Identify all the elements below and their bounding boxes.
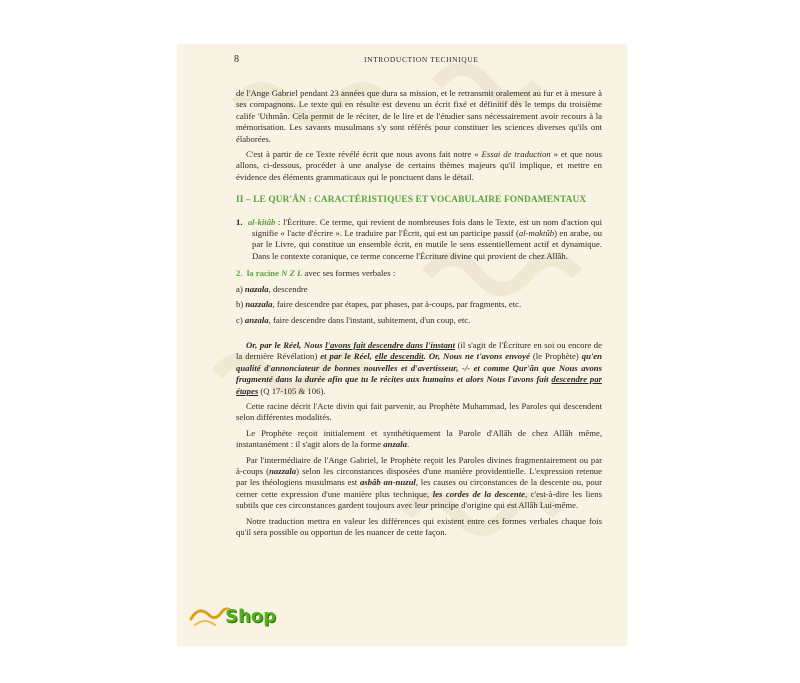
verbal-form-a: a) nazala, descendre	[236, 283, 308, 294]
section-heading: II – LE QUR'ÂN : CARACTÉRISTIQUES ET VOCABULAIRE FONDAMENTAUX	[236, 195, 587, 206]
verbal-form-c: c) anzala, faire descendre dans l'instant, subitement, d'un coup, etc.	[236, 314, 471, 325]
list-item-1: 1. al-kitâb : l'Écriture. Ce terme, qui revient de nombreuses fois dans le Texte, est un nom d'action qui signifie « l'acte d'écrire ». Le traduire par l'Écrit, qui est un participe passif (al-maktûb) en arabe, ou par le Livre, qui constitue un ensemble écrit, en mutile le sens essentiellement actif et dynamique. Dans le contexte coranique, ce terme concerne l'Écriture divine qui provient de chez Allâh.	[236, 216, 602, 261]
paragraph-3: Cette racine décrit l'Acte divin qui fait parvenir, au Prophète Muhammad, les Paroles qui descendent selon différentes modalités.	[236, 400, 602, 423]
shop-logo	[189, 603, 329, 633]
running-head-title: INTRODUCTION TECHNIQUE	[364, 55, 479, 64]
verbal-form-b: b) nazzala, faire descendre par étapes, par phases, par à-coups, par fragments, etc.	[236, 299, 522, 310]
paragraph-4: Le Prophète reçoit initialement et synthétiquement la Parole d'Allâh de chez Allâh même, instantanément : il s'agit alors de la forme anzala.	[236, 427, 602, 450]
page-body	[236, 88, 602, 542]
paragraph-5: Par l'intermédiaire de l'Ange Gabriel, le Prophète reçoit les Paroles divines fragmentairement ou par à-coups (nazzala) selon les circonstances disposées d'une manière providentielle. L'expression retenue par les théologiens musulmans est asbâb an-nuzul, les causes ou circonstances de la descente ou, pour cerner cette expression d'une manière plus technique, les cordes de la descente, c'est-à-dire les liens subtils que ces circonstances gardent toujours avec leur principe d'origine qui est Allâh Lui-même.	[236, 454, 603, 511]
quran-quote: Or, par le Réel, Nous l'avons fait descendre dans l'instant (il s'agit de l'Écriture en soi ou encore de la dernière Révélation) et par le Réel, elle descendit. Or, Nous ne t'avons envoyé (le Prophète) qu'en qualité d'annonciateur de bonnes nouvelles et d'avertisseur, -/- et comme Qur'ân que Nous avons fragmenté dans la durée afin que tu le récites aux humains et alors Nous l'avons fait descendre par étapes (Q 17-105 & 106).	[236, 339, 602, 396]
shop-logo-text: Shop	[225, 606, 277, 627]
book-page	[177, 44, 627, 646]
paragraph-6: Notre traduction mettra en valeur les différences qui existent entre ces formes verbales chaque fois qu'il sera possible ou opportun de les nuancer de cette façon.	[236, 515, 602, 537]
paragraph-1: de l'Ange Gabriel pendant 23 années que dura sa mission, et le retransmit oralement au fur et à mesure à ses compagnons. Le texte qui en résulte est devenu un écrit fixé et définitif dès le temps du troisième calife 'Uthmân. Cela permit de le réciter, de le lire et de l'étudier sans nécessairement avoir recours à la mémorisation. Les savants musulmans s'y sont référés pour constituer les sciences diverses qu'ils ont élaborées.	[236, 88, 602, 144]
paragraph-2: C'est à partir de ce Texte révélé écrit que nous avons fait notre « Essai de traduction » et que nous allons, ci-dessous, procéder à une analyse de certains thèmes majeurs qu'il implique, et mettre en évidence des éléments grammaticaux qui le ponctuent dans le détail.	[236, 149, 602, 182]
list-item-2: 2. la racine N Z L avec ses formes verbales :	[236, 268, 396, 279]
page-number: 8	[234, 54, 239, 65]
